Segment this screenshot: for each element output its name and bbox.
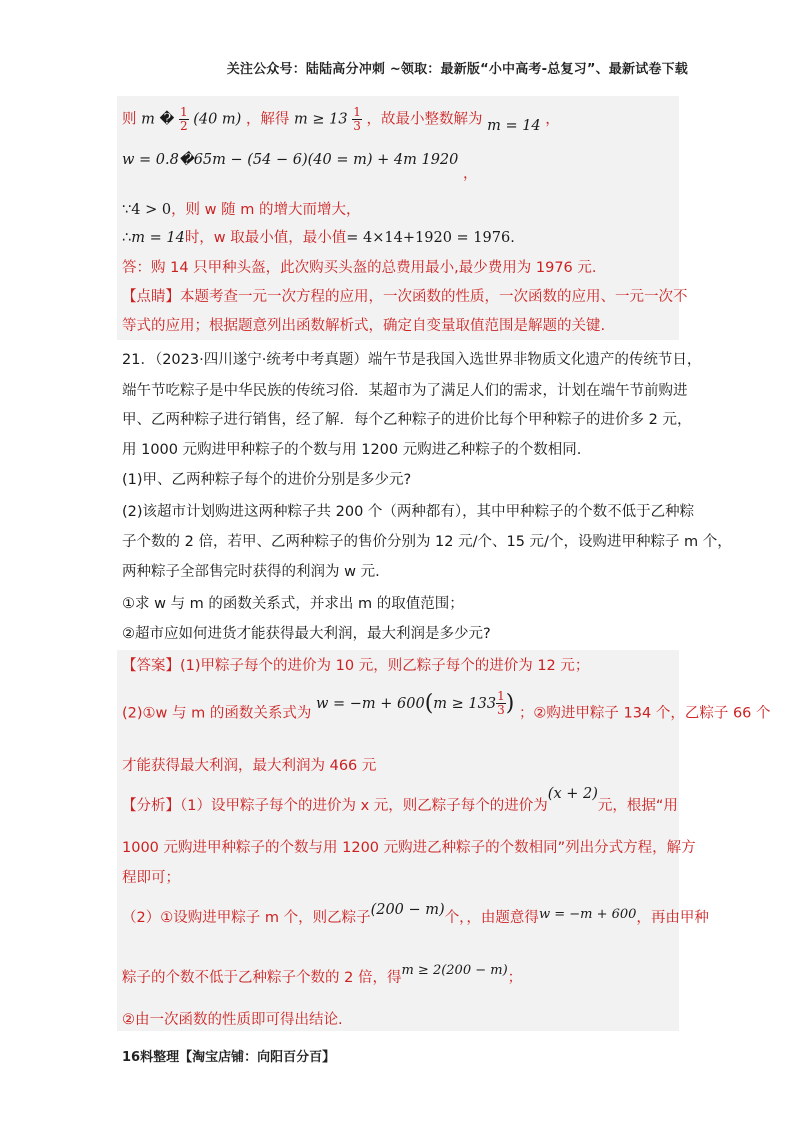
question-sub-1: ①求 w 与 m 的函数关系式，并求出 m 的取值范围； — [122, 596, 464, 612]
solution-line-4: ∴m = 14时，w 取最小值，最小值= 4×14+1920 = 1976. — [122, 230, 515, 246]
fraction-one-third: $\frac{1}{3}$ — [353, 105, 361, 133]
analysis-line-3: 程即可； — [122, 870, 180, 886]
solution-line-7: 等式的应用；根据题意列出函数解析式，确定自变量取值范围是解题的关键. — [122, 318, 606, 334]
question-part-1: (1)甲、乙两种粽子每个的进价分别是多少元? — [122, 472, 412, 488]
question-line-8: 两种粽子全部售完时获得的利润为 w 元. — [122, 564, 380, 580]
analysis-line-1: 【分析】（1）设甲粽子每个的进价为 x 元，则乙粽子每个的进价为(x + 2)元，根据“用 — [122, 786, 678, 814]
solution-line-3: ∵4 > 0，则 w 随 m 的增大而增大， — [122, 202, 361, 218]
analysis-line-4: （2）①设购进甲粽子 m 个，则乙粽子(200 − m)个，，由题意得w = −m + 600，再由甲种 — [122, 902, 709, 926]
solution-line-2: w = 0.8�65m − (54 − 6)(40 = m) + 4m 1920 ， — [122, 152, 478, 182]
question-part-2: (2)该超市计划购进这两种粽子共 200 个（两种都有），其中甲种粽子的个数不低于乙种粽 — [122, 504, 695, 520]
analysis-line-6: ②由一次函数的性质即可得出结论. — [122, 1012, 343, 1028]
answer-line-3: 才能获得最大利润，最大利润为 466 元 — [122, 758, 377, 774]
page-header: 关注公众号：陆陆高分冲刺 ~领取：最新版“小中高考-总复习”、最新试卷下载 — [226, 62, 688, 77]
question-line-3: 甲、乙两种粽子进行销售，经了解．每个乙种粽子的进价比每个甲种粽子的进价多 2 元， — [122, 412, 692, 428]
solution-line-5: 答：购 14 只甲种头盔，此次购买头盔的总费用最小,最少费用为 1976 元. — [122, 260, 597, 276]
question-line-1: 21．（2023·四川遂宁·统考中考真题）端午节是我国入选世界非物质文化遗产的传统节日， — [122, 352, 702, 368]
fraction-one-third-answer: $\frac{1}{3}$ — [497, 689, 505, 717]
question-line-4: 用 1000 元购进甲种粽子的个数与用 1200 元购进乙种粽子的个数相同. — [122, 442, 582, 458]
analysis-line-2: 1000 元购进甲种粽子的个数与用 1200 元购进乙种粽子的个数相同”列出分式方程，解方 — [122, 840, 696, 856]
answer-line-1: 【答案】(1)甲粽子每个的进价为 10 元，则乙粽子每个的进价为 12 元； — [122, 658, 590, 674]
solution-line-1: 则 m � $\frac{1}{2}$ (40 m) ，解得 m ≥ 13 $\frac{1}{3}$ ，故最小整数解为 m = 14 ， — [122, 105, 560, 134]
page-footer: 16料整理【淘宝店铺：向阳百分百】 — [122, 1050, 336, 1065]
solution-line-6: 【点睛】本题考查一元一次方程的应用，一次函数的性质，一次函数的应用、一元一次不 — [122, 289, 688, 305]
question-line-2: 端午节吃粽子是中华民族的传统习俗．某超市为了满足人们的需求，计划在端午节前购进 — [122, 383, 688, 399]
answer-line-2: (2)①w 与 m 的函数关系式为 w = −m + 600(m ≥ 133 $\frac{1}{3}$ ) ；②购进甲粽子 134 个，乙粽子 66 个 — [122, 689, 771, 722]
fraction-one-half: $\frac{1}{2}$ — [179, 105, 188, 133]
analysis-line-5: 粽子的个数不低于乙种粽子个数的 2 倍，得m ≥ 2(200 − m)； — [122, 963, 523, 986]
question-line-7: 子个数的 2 倍，若甲、乙两种粽子的售价分别为 12 元/个、15 元/个，设购进甲种粽子 m 个， — [122, 534, 732, 550]
question-sub-2: ②超市应如何进货才能获得最大利润，最大利润是多少元? — [122, 626, 491, 642]
